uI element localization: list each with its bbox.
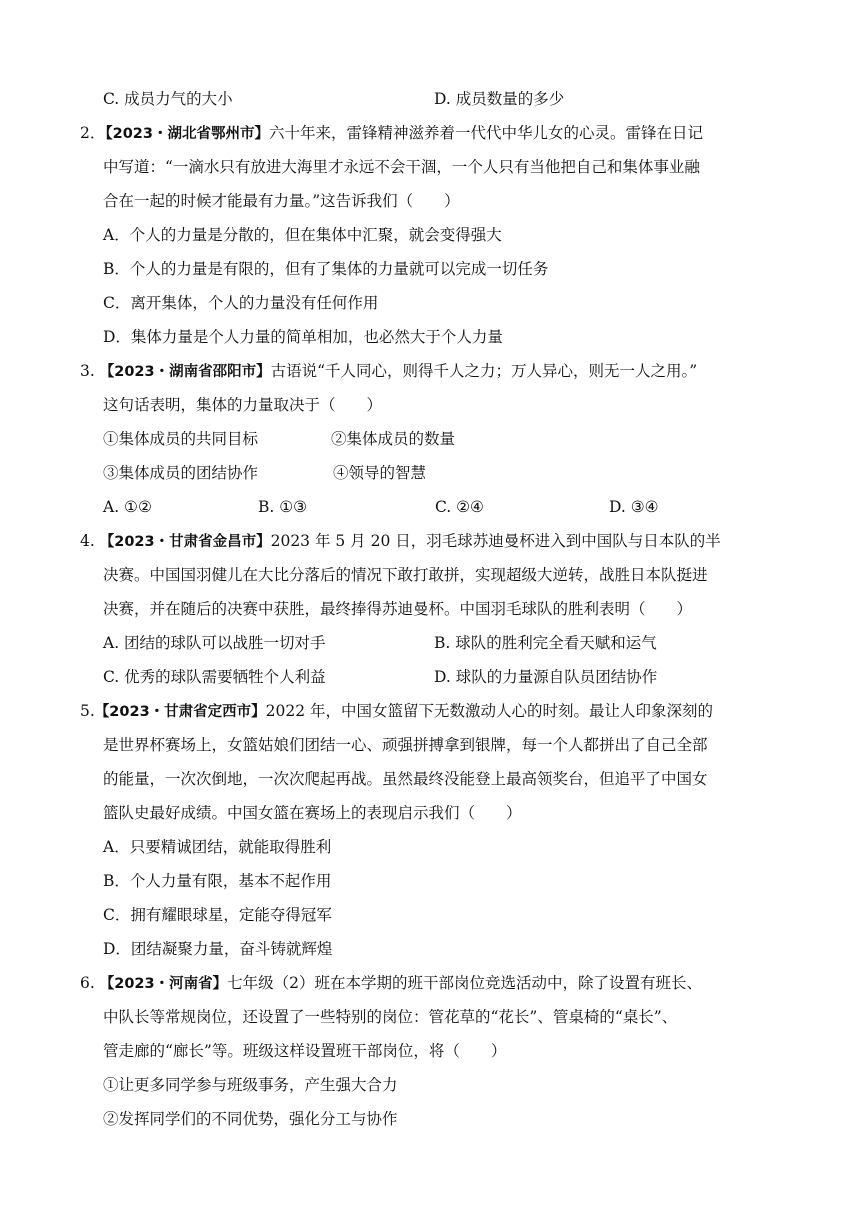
q3-option-c: C. ②④ (435, 498, 484, 516)
q3-number: 3. (80, 362, 95, 380)
q4-option-c: C. 优秀的球队需要牺牲个人利益 (103, 668, 326, 686)
q4-text: 2023 年 5 月 20 日，羽毛球苏迪曼杯进入到中国队与日本队的半 (270, 532, 721, 550)
q4-stem-line-3: 决赛，并在随后的决赛中获胜，最终捧得苏迪曼杯。中国羽毛球队的胜利表明（ ） (103, 600, 693, 618)
q2-stem-line-1 (80, 121, 703, 146)
q6-text: 七年级（2）班在本学期的班干部岗位竞选活动中，除了设置有班长、 (227, 974, 702, 992)
q4-option-a: A. 团结的球队可以战胜一切对手 (103, 634, 326, 652)
q2-stem-line-2: 中写道：“一滴水只有放进大海里才永远不会干涸，一个人只有当他把自己和集体事业融 (103, 158, 700, 176)
q4-source: 【2023・甘肃省金昌市】 (99, 534, 271, 550)
q3-source: 【2023・湖南省邵阳市】 (99, 364, 271, 380)
q3-item-4: ④领导的智慧 (333, 464, 427, 482)
q5-stem-line-1 (80, 699, 713, 724)
q2-option-d: D．集体力量是个人力量的简单相加，也必然大于个人力量 (103, 328, 503, 346)
q5-option-c: C．拥有耀眼球星，定能夺得冠军 (103, 906, 332, 924)
q2-text: 六十年来，雷锋精神滋养着一代代中华儿女的心灵。雷锋在日记 (268, 124, 703, 142)
q6-stem-line-1 (80, 971, 702, 996)
q4-stem-line-2: 决赛。中国国羽健儿在大比分落后的情况下敢打敢拼，实现超级大逆转，战胜日本队挺进 (103, 566, 708, 584)
q3-option-d: D. ③④ (609, 498, 659, 516)
q2-option-a: A．个人的力量是分散的，但在集体中汇聚，就会变得强大 (103, 226, 502, 244)
q3-option-b: B. ①③ (258, 498, 308, 516)
q4-stem-line-1 (80, 529, 721, 554)
q5-option-a: A．只要精诚团结，就能取得胜利 (103, 838, 332, 856)
q5-stem-line-3: 的能量，一次次倒地，一次次爬起再战。虽然最终没能登上最高领奖台，但追平了中国女 (103, 770, 708, 788)
q3-item-3: ③集体成员的团结协作 (103, 464, 259, 482)
q6-item-1: ①让更多同学参与班级事务，产生强大合力 (103, 1076, 398, 1094)
q5-option-d: D．团结凝聚力量，奋斗铸就辉煌 (103, 940, 333, 958)
q5-source: 【2023・甘肃省定西市】 (94, 704, 266, 720)
q2-source: 【2023・湖北省鄂州市】 (105, 126, 269, 142)
q1-option-d: D. 成员数量的多少 (434, 90, 565, 108)
q3-stem-line-2: 这句话表明，集体的力量取决于（ ） (103, 396, 383, 414)
q4-option-d: D. 球队的力量源自队员团结协作 (434, 668, 658, 686)
q2-option-c: C．离开集体，个人的力量没有任何作用 (103, 294, 379, 312)
q3-item-1: ①集体成员的共同目标 (103, 430, 259, 448)
q3-item-2: ②集体成员的数量 (331, 430, 456, 448)
q3-option-a: A. ①② (103, 498, 152, 516)
q5-stem-line-4: 篮队史最好成绩。中国女篮在赛场上的表现启示我们（ ） (103, 804, 522, 822)
q4-number: 4. (80, 532, 95, 550)
q6-stem-line-2: 中队长等常规岗位，还设置了一些特别的岗位：管花草的“花长”、管桌椅的“桌长”、 (103, 1008, 678, 1026)
q1-option-c: C. 成员力气的大小 (103, 90, 233, 108)
q5-number: 5. (80, 702, 95, 720)
q3-stem-line-1 (80, 359, 697, 384)
q2-option-b: B．个人的力量是有限的，但有了集体的力量就可以完成一切任务 (103, 260, 549, 278)
q3-text: 古语说“千人同心，则得千人之力；万人异心，则无一人之用。” (270, 362, 698, 380)
q6-source: 【2023・河南省】 (99, 976, 228, 992)
q6-number: 6. (80, 974, 95, 992)
q6-item-2: ②发挥同学们的不同优势，强化分工与协作 (103, 1110, 398, 1128)
q6-stem-line-3: 管走廊的“廊长”等。班级这样设置班干部岗位，将（ ） (103, 1042, 507, 1060)
q4-option-b: B. 球队的胜利完全看天赋和运气 (434, 634, 657, 652)
q5-option-b: B．个人力量有限，基本不起作用 (103, 872, 332, 890)
q5-text: 2022 年，中国女篮留下无数激动人心的时刻。最让人印象深刻的 (265, 702, 714, 720)
q5-stem-line-2: 是世界杯赛场上，女篮姑娘们团结一心、顽强拼搏拿到银牌，每一个人都拼出了自己全部 (103, 736, 708, 754)
q2-number: 2． (80, 124, 106, 142)
q2-stem-line-3: 合在一起的时候才能最有力量。”这告诉我们（ ） (103, 192, 460, 210)
